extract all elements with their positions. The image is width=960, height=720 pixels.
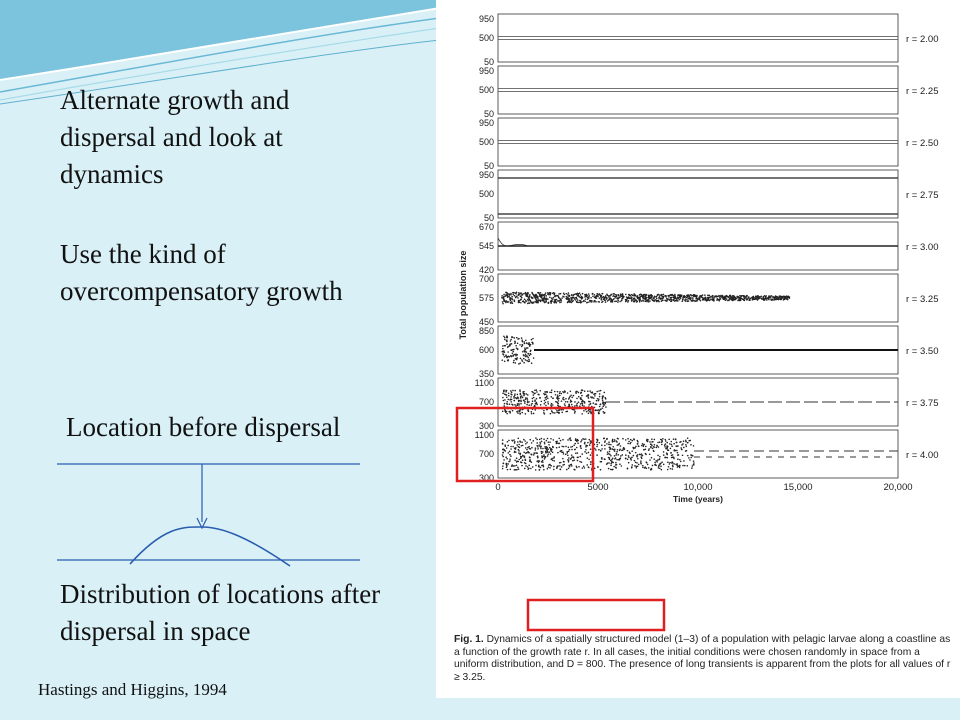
ytick-label: 850 [478,326,494,336]
ytick-label: 700 [478,397,494,407]
panel-frame [498,430,898,478]
panel-frame [498,118,898,166]
panel-frame [498,170,898,218]
r-value-label: r = 2.25 [906,86,939,97]
ytick-label: 1100 [474,430,494,440]
series-transient [498,238,528,246]
figure-panel [436,0,960,698]
ytick-label: 670 [478,222,494,232]
reference-citation: Hastings and Higgins, 1994 [38,680,227,699]
caption-text: Dynamics of a spatially structured model (1–3) of a population with pelagic larvae along a coastline as a function of the growth rate r. In all cases, the initial conditions were chosen randomly in space from a uniform distribution, and D = 800. The presence of long transients is apparent from the plots for all values of r ≥ 3.25. [454,634,951,683]
ytick-label: 50 [483,109,494,119]
ytick-label: 545 [478,241,494,251]
bullet-overcompensatory: Use the kind of overcompensatory growth [60,239,343,306]
xtick-label: 10,000 [683,482,713,493]
y-axis-label: Total population size [458,250,468,340]
ytick-label: 950 [478,118,494,128]
ytick-label: 950 [478,66,494,76]
ytick-label: 420 [478,265,494,275]
r-value-label: r = 2.75 [906,190,939,201]
series-cloud [502,389,607,415]
highlight-box-time [528,600,664,630]
r-value-label: r = 2.00 [906,34,939,45]
panel-frame [498,66,898,114]
ytick-label: 50 [483,213,494,223]
ytick-label: 300 [478,473,494,483]
figure-caption [454,634,954,684]
ytick-label: 575 [478,293,494,303]
ytick-label: 1100 [474,378,494,388]
xtick-label: 5000 [587,482,609,493]
ytick-label: 950 [478,170,494,180]
bullet-growth-dispersal: Alternate growth and dispersal and look at dynamics [60,85,290,189]
r-value-label: r = 4.00 [906,450,939,461]
series-cloud [501,335,534,364]
figure-plots [436,0,960,698]
diagram-bottom-label: Distribution of locations after dispersal in space [60,579,381,646]
ytick-label: 950 [478,14,494,24]
ytick-label: 450 [478,317,494,327]
r-value-label: r = 3.00 [906,242,939,253]
diagram-top-label: Location before dispersal [66,412,341,442]
ytick-label: 350 [478,369,494,379]
r-value-label: r = 3.50 [906,346,939,357]
ytick-label: 500 [478,189,494,199]
ytick-label: 50 [483,161,494,171]
panel-frame [498,14,898,62]
xtick-label: 15,000 [783,482,813,493]
series-cloud [502,437,695,471]
x-axis-label: Time (years) [673,494,723,504]
r-value-label: r = 2.50 [906,138,939,149]
ytick-label: 500 [478,137,494,147]
highlight-box-transient [457,408,593,481]
ytick-label: 500 [478,85,494,95]
caption-label: Fig. 1. [454,634,484,645]
r-value-label: r = 3.75 [906,398,939,409]
ytick-label: 500 [478,33,494,43]
ytick-label: 600 [478,345,494,355]
series-cloud [501,291,790,304]
xtick-label: 20,000 [883,482,913,493]
ytick-label: 700 [478,449,494,459]
ytick-label: 50 [483,57,494,67]
xtick-label: 0 [495,482,501,493]
ytick-label: 300 [478,421,494,431]
r-value-label: r = 3.25 [906,294,939,305]
ytick-label: 700 [478,274,494,284]
